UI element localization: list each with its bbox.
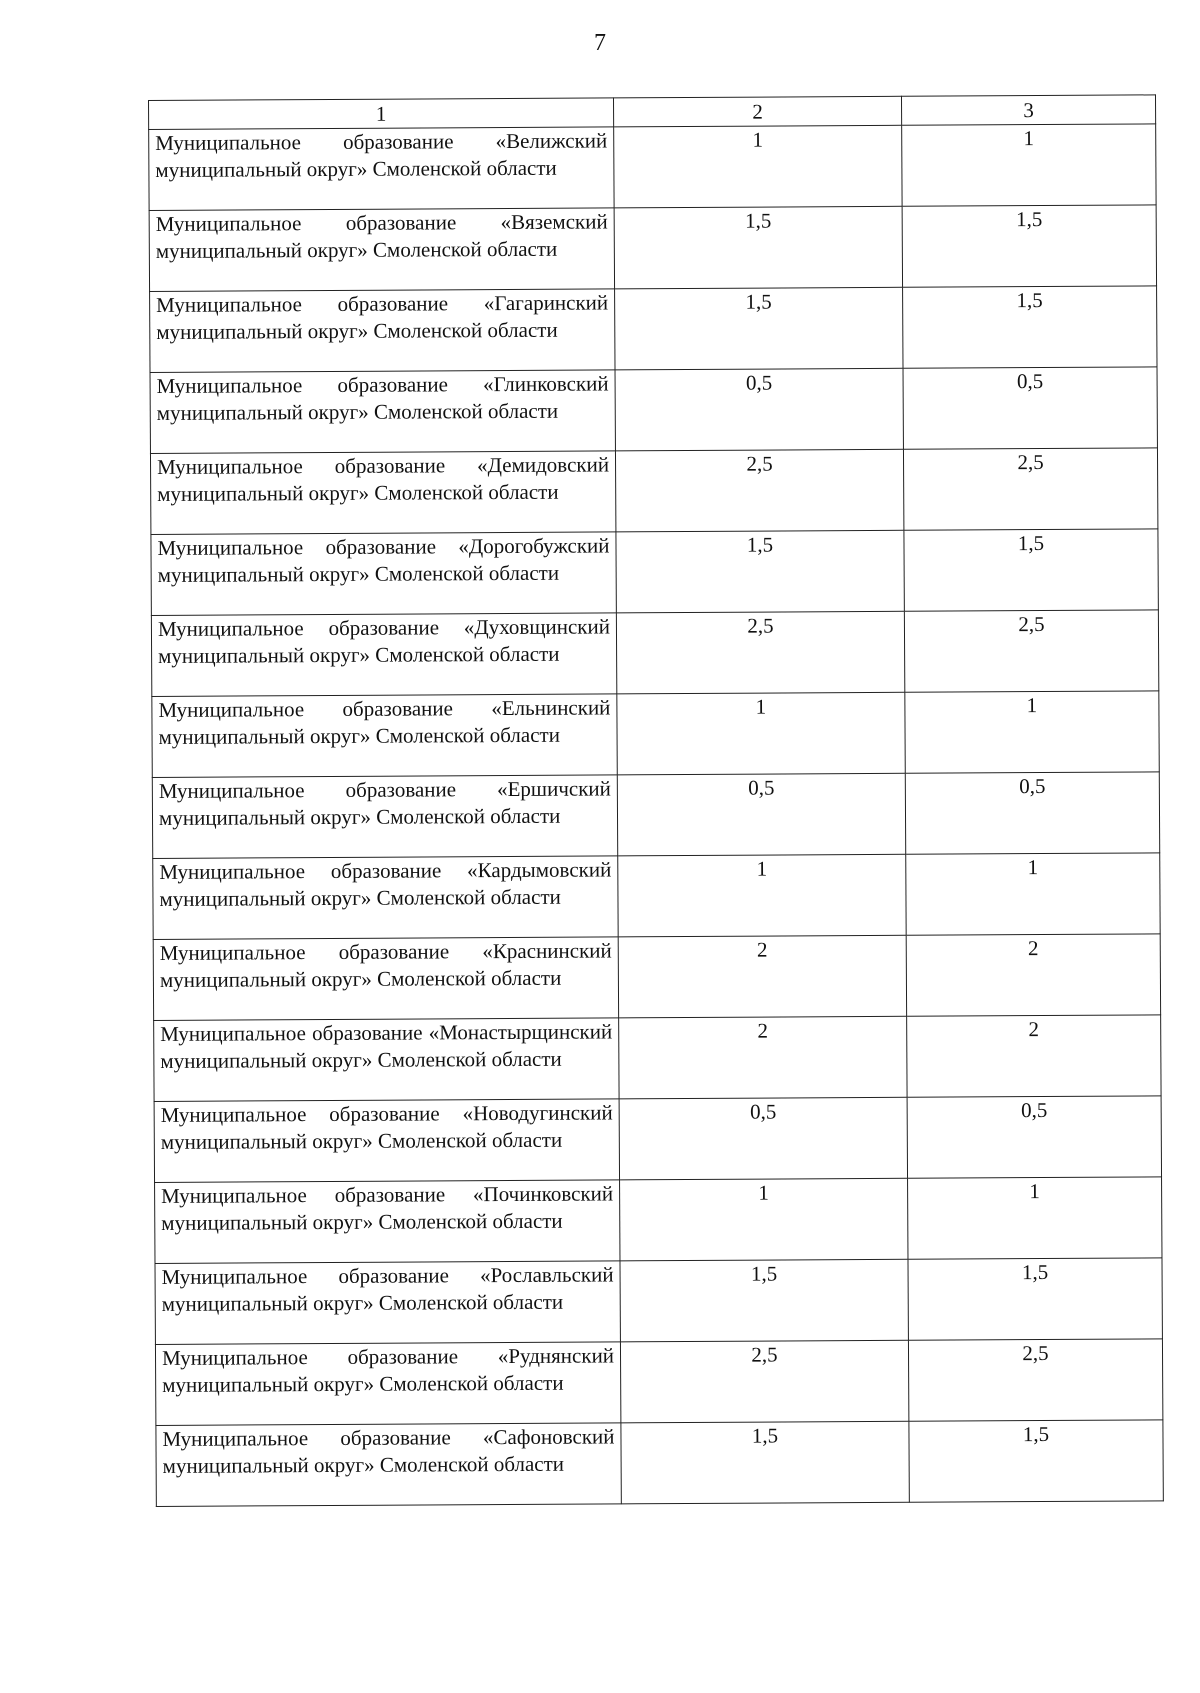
table-row xyxy=(150,286,1157,373)
municipality-name-cell: Муниципальное образование «Сафоновский муниципальный округ» Смоленской области xyxy=(156,1423,621,1507)
header-cell-2: 2 xyxy=(613,96,901,127)
municipality-name-cell: Муниципальное образование «Дорогобужский муниципальный округ» Смоленской области xyxy=(151,532,616,616)
municipality-name-cell: Муниципальное образование «Ершичский муниципальный округ» Смоленской области xyxy=(152,775,617,859)
column-3-value-cell: 0,5 xyxy=(903,367,1157,449)
column-2-value-cell: 1,5 xyxy=(615,287,903,370)
column-2-value-cell: 2,5 xyxy=(616,611,904,694)
column-3-value-cell: 1,5 xyxy=(902,205,1156,287)
table-row xyxy=(153,934,1160,1021)
municipality-name-cell: Муниципальное образование «Глинковский муниципальный округ» Смоленской области xyxy=(150,370,615,454)
header-cell-1: 1 xyxy=(149,98,614,130)
table-row xyxy=(155,1258,1162,1345)
municipality-name-cell: Муниципальное образование «Монастырщинский муниципальный округ» Смоленской области xyxy=(154,1018,619,1102)
column-3-value-cell: 2,5 xyxy=(903,448,1157,530)
column-2-value-cell: 2,5 xyxy=(615,449,903,532)
page-number: 7 xyxy=(594,30,606,56)
municipality-name-cell: Муниципальное образование «Велижский муниципальный округ» Смоленской области xyxy=(149,127,614,211)
municipality-name-cell: Муниципальное образование «Ельнинский муниципальный округ» Смоленской области xyxy=(152,694,617,778)
table-row xyxy=(155,1339,1162,1426)
column-3-value-cell: 2,5 xyxy=(908,1339,1162,1421)
column-3-value-cell: 0,5 xyxy=(907,1096,1161,1178)
municipality-name-cell: Муниципальное образование «Краснинский муниципальный округ» Смоленской области xyxy=(153,937,618,1021)
column-2-value-cell: 2 xyxy=(619,1016,907,1099)
municipality-name-cell: Муниципальное образование «Руднянский муниципальный округ» Смоленской области xyxy=(155,1342,620,1426)
column-2-value-cell: 1,5 xyxy=(621,1421,909,1504)
column-2-value-cell: 0,5 xyxy=(617,773,905,856)
column-2-value-cell: 1,5 xyxy=(614,206,902,289)
table-row xyxy=(155,1177,1162,1264)
column-2-value-cell: 1,5 xyxy=(620,1259,908,1342)
table-row xyxy=(151,529,1158,616)
table-row xyxy=(152,772,1159,859)
column-2-value-cell: 0,5 xyxy=(619,1097,907,1180)
table-row xyxy=(151,610,1158,697)
table-row xyxy=(154,1096,1161,1183)
column-2-value-cell: 2,5 xyxy=(620,1340,908,1423)
column-2-value-cell: 1 xyxy=(617,692,905,775)
coefficients-table xyxy=(148,94,1164,1507)
column-2-value-cell: 2 xyxy=(618,935,906,1018)
column-3-value-cell: 1 xyxy=(908,1177,1162,1259)
column-3-value-cell: 1,5 xyxy=(903,286,1157,368)
column-3-value-cell: 1,5 xyxy=(909,1420,1163,1502)
table-row xyxy=(154,1015,1161,1102)
column-2-value-cell: 1 xyxy=(618,854,906,937)
table-row xyxy=(149,124,1156,211)
municipality-name-cell: Муниципальное образование «Вяземский муниципальный округ» Смоленской области xyxy=(149,208,614,292)
column-2-value-cell: 1 xyxy=(614,125,902,208)
column-3-value-cell: 1,5 xyxy=(904,529,1158,611)
municipality-name-cell: Муниципальное образование «Гагаринский муниципальный округ» Смоленской области xyxy=(150,289,615,373)
table-row xyxy=(150,367,1157,454)
column-3-value-cell: 0,5 xyxy=(905,772,1159,854)
column-2-value-cell: 1,5 xyxy=(616,530,904,613)
table-row xyxy=(150,448,1157,535)
column-3-value-cell: 1 xyxy=(902,124,1156,206)
municipality-name-cell: Муниципальное образование «Кардымовский муниципальный округ» Смоленской области xyxy=(153,856,618,940)
column-3-value-cell: 2 xyxy=(907,1015,1161,1097)
header-cell-3: 3 xyxy=(901,95,1155,125)
municipality-name-cell: Муниципальное образование «Демидовский муниципальный округ» Смоленской области xyxy=(150,451,615,535)
table-row xyxy=(149,205,1156,292)
table-row xyxy=(152,691,1159,778)
column-3-value-cell: 1 xyxy=(905,691,1159,773)
municipality-name-cell: Муниципальное образование «Духовщинский муниципальный округ» Смоленской области xyxy=(151,613,616,697)
column-2-value-cell: 0,5 xyxy=(615,368,903,451)
municipality-name-cell: Муниципальное образование «Починковский муниципальный округ» Смоленской области xyxy=(155,1180,620,1264)
municipality-name-cell: Муниципальное образование «Рославльский муниципальный округ» Смоленской области xyxy=(155,1261,620,1345)
table-row xyxy=(153,853,1160,940)
column-3-value-cell: 1 xyxy=(906,853,1160,935)
column-2-value-cell: 1 xyxy=(620,1178,908,1261)
column-3-value-cell: 2 xyxy=(906,934,1160,1016)
column-3-value-cell: 1,5 xyxy=(908,1258,1162,1340)
table-row xyxy=(156,1420,1163,1507)
municipality-name-cell: Муниципальное образование «Новодугинский муниципальный округ» Смоленской области xyxy=(154,1099,619,1183)
column-3-value-cell: 2,5 xyxy=(904,610,1158,692)
